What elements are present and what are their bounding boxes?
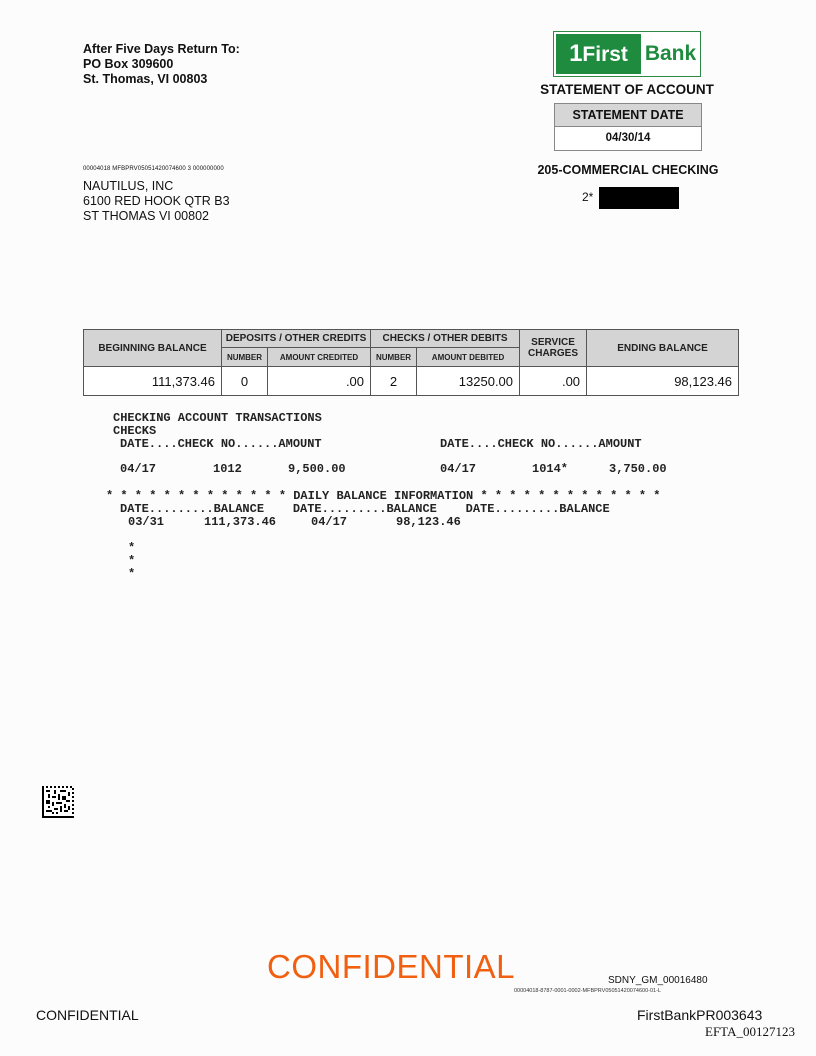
header-amount-debited: AMOUNT DEBITED xyxy=(417,348,520,367)
redaction-box xyxy=(599,187,679,209)
deposits-number-value: 0 xyxy=(222,367,268,396)
statement-title: STATEMENT OF ACCOUNT xyxy=(540,82,714,97)
return-address-line: St. Thomas, VI 00803 xyxy=(83,72,208,86)
header-charges-line: CHARGES xyxy=(528,348,579,359)
checks-number-value: 2 xyxy=(371,367,417,396)
checks-subheading: CHECKS xyxy=(113,424,157,438)
return-address-line: PO Box 309600 xyxy=(83,57,174,71)
header-amount-credited: AMOUNT CREDITED xyxy=(268,348,371,367)
balance-date: 03/31 xyxy=(128,515,165,529)
header-beginning-balance: BEGINNING BALANCE xyxy=(84,330,222,367)
customer-city: ST THOMAS VI 00802 xyxy=(83,209,209,223)
logo-word-bank: Bank xyxy=(644,42,697,65)
ending-balance-value: 98,123.46 xyxy=(587,367,739,396)
filler-star: * xyxy=(128,541,136,555)
header-service-charges xyxy=(520,330,587,367)
document-tracking-id: 00004018-8787-0001-0002-MFBPRV05051420074600-01-L xyxy=(514,988,661,994)
balance-date: 04/17 xyxy=(311,515,348,529)
check-amount: 9,500.00 xyxy=(288,462,346,476)
return-address xyxy=(83,42,240,87)
return-address-line: After Five Days Return To: xyxy=(83,42,240,56)
amount-credited-value: .00 xyxy=(268,367,371,396)
account-summary-table xyxy=(83,329,739,396)
header-service-line: SERVICE xyxy=(531,337,575,348)
daily-balance-header: DATE.........BALANCE DATE.........BALANCE DATE.........BALANCE xyxy=(120,502,610,516)
statement-date-label: STATEMENT DATE xyxy=(555,104,701,127)
datamatrix-barcode-icon xyxy=(42,786,74,818)
checks-col-header-right: DATE....CHECK NO......AMOUNT xyxy=(440,437,642,451)
account-type: 205-COMMERCIAL CHECKING xyxy=(537,163,719,177)
service-charges-value: .00 xyxy=(520,367,587,396)
sdny-identifier: SDNY_GM_00016480 xyxy=(608,975,708,986)
balance-amount: 98,123.46 xyxy=(396,515,461,529)
filler-star: * xyxy=(128,567,136,581)
checks-col-header-left: DATE....CHECK NO......AMOUNT xyxy=(120,437,322,451)
mailing-address xyxy=(83,179,230,224)
check-number: 1014* xyxy=(532,462,569,476)
header-checks-number: NUMBER xyxy=(371,348,417,367)
summary-row xyxy=(84,367,739,396)
check-date: 04/17 xyxy=(440,462,477,476)
logo-numeral: 1 xyxy=(569,40,583,67)
bates-number: FirstBankPR003643 xyxy=(637,1007,763,1023)
account-number-prefix: 2* xyxy=(582,190,594,204)
logo-word-first: First xyxy=(582,43,628,66)
header-checks-group: CHECKS / OTHER DEBITS xyxy=(371,330,520,348)
logo-green-block xyxy=(556,34,641,74)
daily-balance-banner: * * * * * * * * * * * * * DAILY BALANCE INFORMATION * * * * * * * * * * * * * xyxy=(106,489,661,503)
header-deposits-number: NUMBER xyxy=(222,348,268,367)
header-deposits-group: DEPOSITS / OTHER CREDITS xyxy=(222,330,371,348)
statement-date-box xyxy=(554,103,702,151)
balance-amount: 111,373.46 xyxy=(204,515,277,529)
customer-name: NAUTILUS, INC xyxy=(83,179,174,193)
firstbank-logo xyxy=(553,31,701,77)
beginning-balance-value: 111,373.46 xyxy=(84,367,222,396)
check-amount: 3,750.00 xyxy=(609,462,667,476)
statement-date-value: 04/30/14 xyxy=(555,127,701,150)
confidential-stamp: CONFIDENTIAL xyxy=(267,948,516,985)
confidential-footer-label: CONFIDENTIAL xyxy=(36,1007,139,1023)
transactions-heading: CHECKING ACCOUNT TRANSACTIONS xyxy=(113,411,322,425)
efta-number: EFTA_00127123 xyxy=(705,1024,795,1039)
check-number: 1012 xyxy=(213,462,242,476)
check-date: 04/17 xyxy=(120,462,157,476)
header-ending-balance: ENDING BALANCE xyxy=(587,330,739,367)
micro-line: 00004018 MFBPRV05051420074600 3 000000000 xyxy=(83,166,224,172)
filler-star: * xyxy=(128,554,136,568)
amount-debited-value: 13250.00 xyxy=(417,367,520,396)
customer-street: 6100 RED HOOK QTR B3 xyxy=(83,194,230,208)
